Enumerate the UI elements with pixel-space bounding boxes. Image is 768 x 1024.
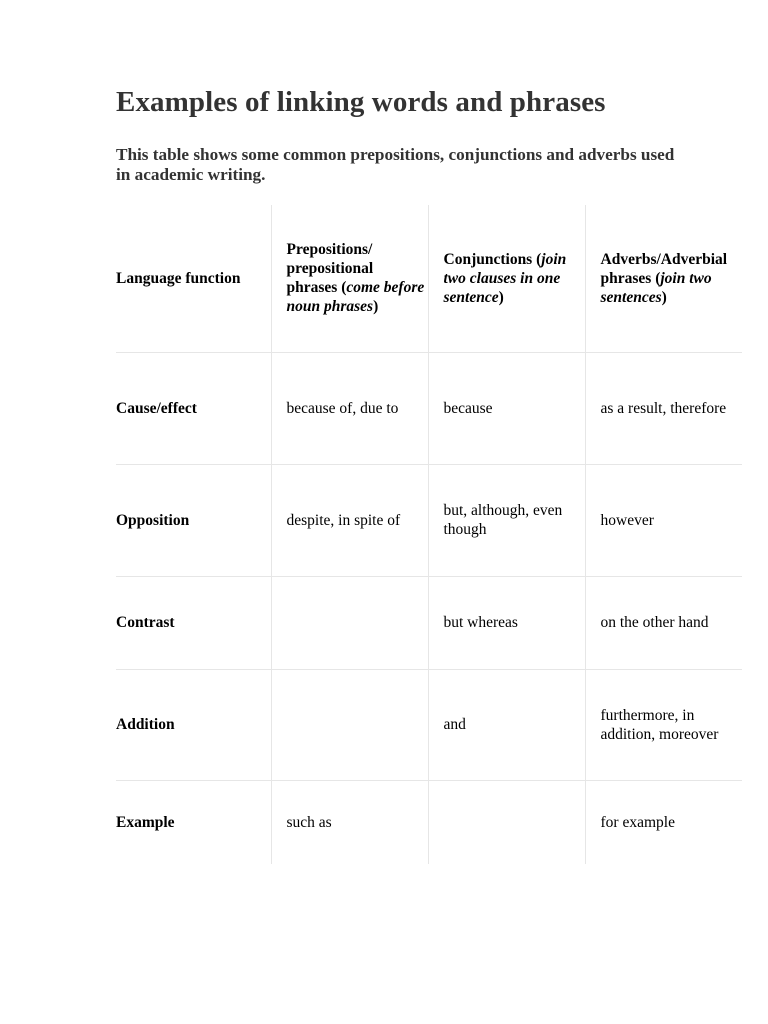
table-row: [116, 576, 742, 669]
conjunctions-cell: because: [428, 352, 585, 464]
conjunctions-cell: [428, 780, 585, 864]
linking-words-table: [116, 205, 742, 864]
page-title: Examples of linking words and phrases: [116, 86, 606, 118]
table-row: [116, 352, 742, 464]
prepositions-cell: [271, 669, 428, 780]
header-conjunctions-main: Conjunctions (: [443, 250, 542, 268]
header-conjunctions-note: join two clauses in one sentence: [443, 250, 567, 306]
table-row: [116, 464, 742, 576]
prepositions-cell: despite, in spite of: [271, 464, 428, 576]
function-cell: Contrast: [116, 576, 271, 669]
page-subtitle: This table shows some common prepositions, conjunctions and adverbs used in academic writing.: [116, 145, 675, 184]
header-conjunctions-close: ): [498, 288, 504, 306]
header-adverbs: [585, 205, 742, 352]
adverbs-cell: however: [585, 464, 742, 576]
prepositions-cell: because of, due to: [271, 352, 428, 464]
prepositions-cell: such as: [271, 780, 428, 864]
header-adverbs-close: ): [661, 288, 667, 306]
function-cell: Cause/effect: [116, 352, 271, 464]
header-adverbs-note: join two sentences: [600, 269, 712, 306]
adverbs-cell: for example: [585, 780, 742, 864]
header-language-function: Language function: [116, 205, 271, 352]
header-prepositions-close: ): [373, 298, 379, 316]
header-conjunctions: [428, 205, 585, 352]
conjunctions-cell: but, although, even though: [428, 464, 585, 576]
table-row: [116, 780, 742, 864]
function-cell: Opposition: [116, 464, 271, 576]
function-cell: Example: [116, 813, 175, 831]
header-prepositions-main: Prepositions/ prepositional phrases (: [286, 241, 374, 297]
function-cell: Addition: [116, 669, 271, 780]
table-row: [116, 669, 742, 780]
header-adverbs-main: Adverbs/Adverbial phrases (: [600, 250, 728, 287]
conjunctions-cell: and: [428, 669, 585, 780]
adverbs-cell: as a result, therefore: [585, 352, 742, 464]
conjunctions-cell: but whereas: [428, 576, 585, 669]
header-prepositions-note: come before noun phrases: [286, 279, 425, 316]
adverbs-cell: on the other hand: [585, 576, 742, 669]
prepositions-cell: [271, 576, 428, 669]
table-header-row: [116, 205, 742, 352]
adverbs-cell: furthermore, in addition, moreover: [585, 669, 742, 780]
header-prepositions: [271, 205, 428, 352]
